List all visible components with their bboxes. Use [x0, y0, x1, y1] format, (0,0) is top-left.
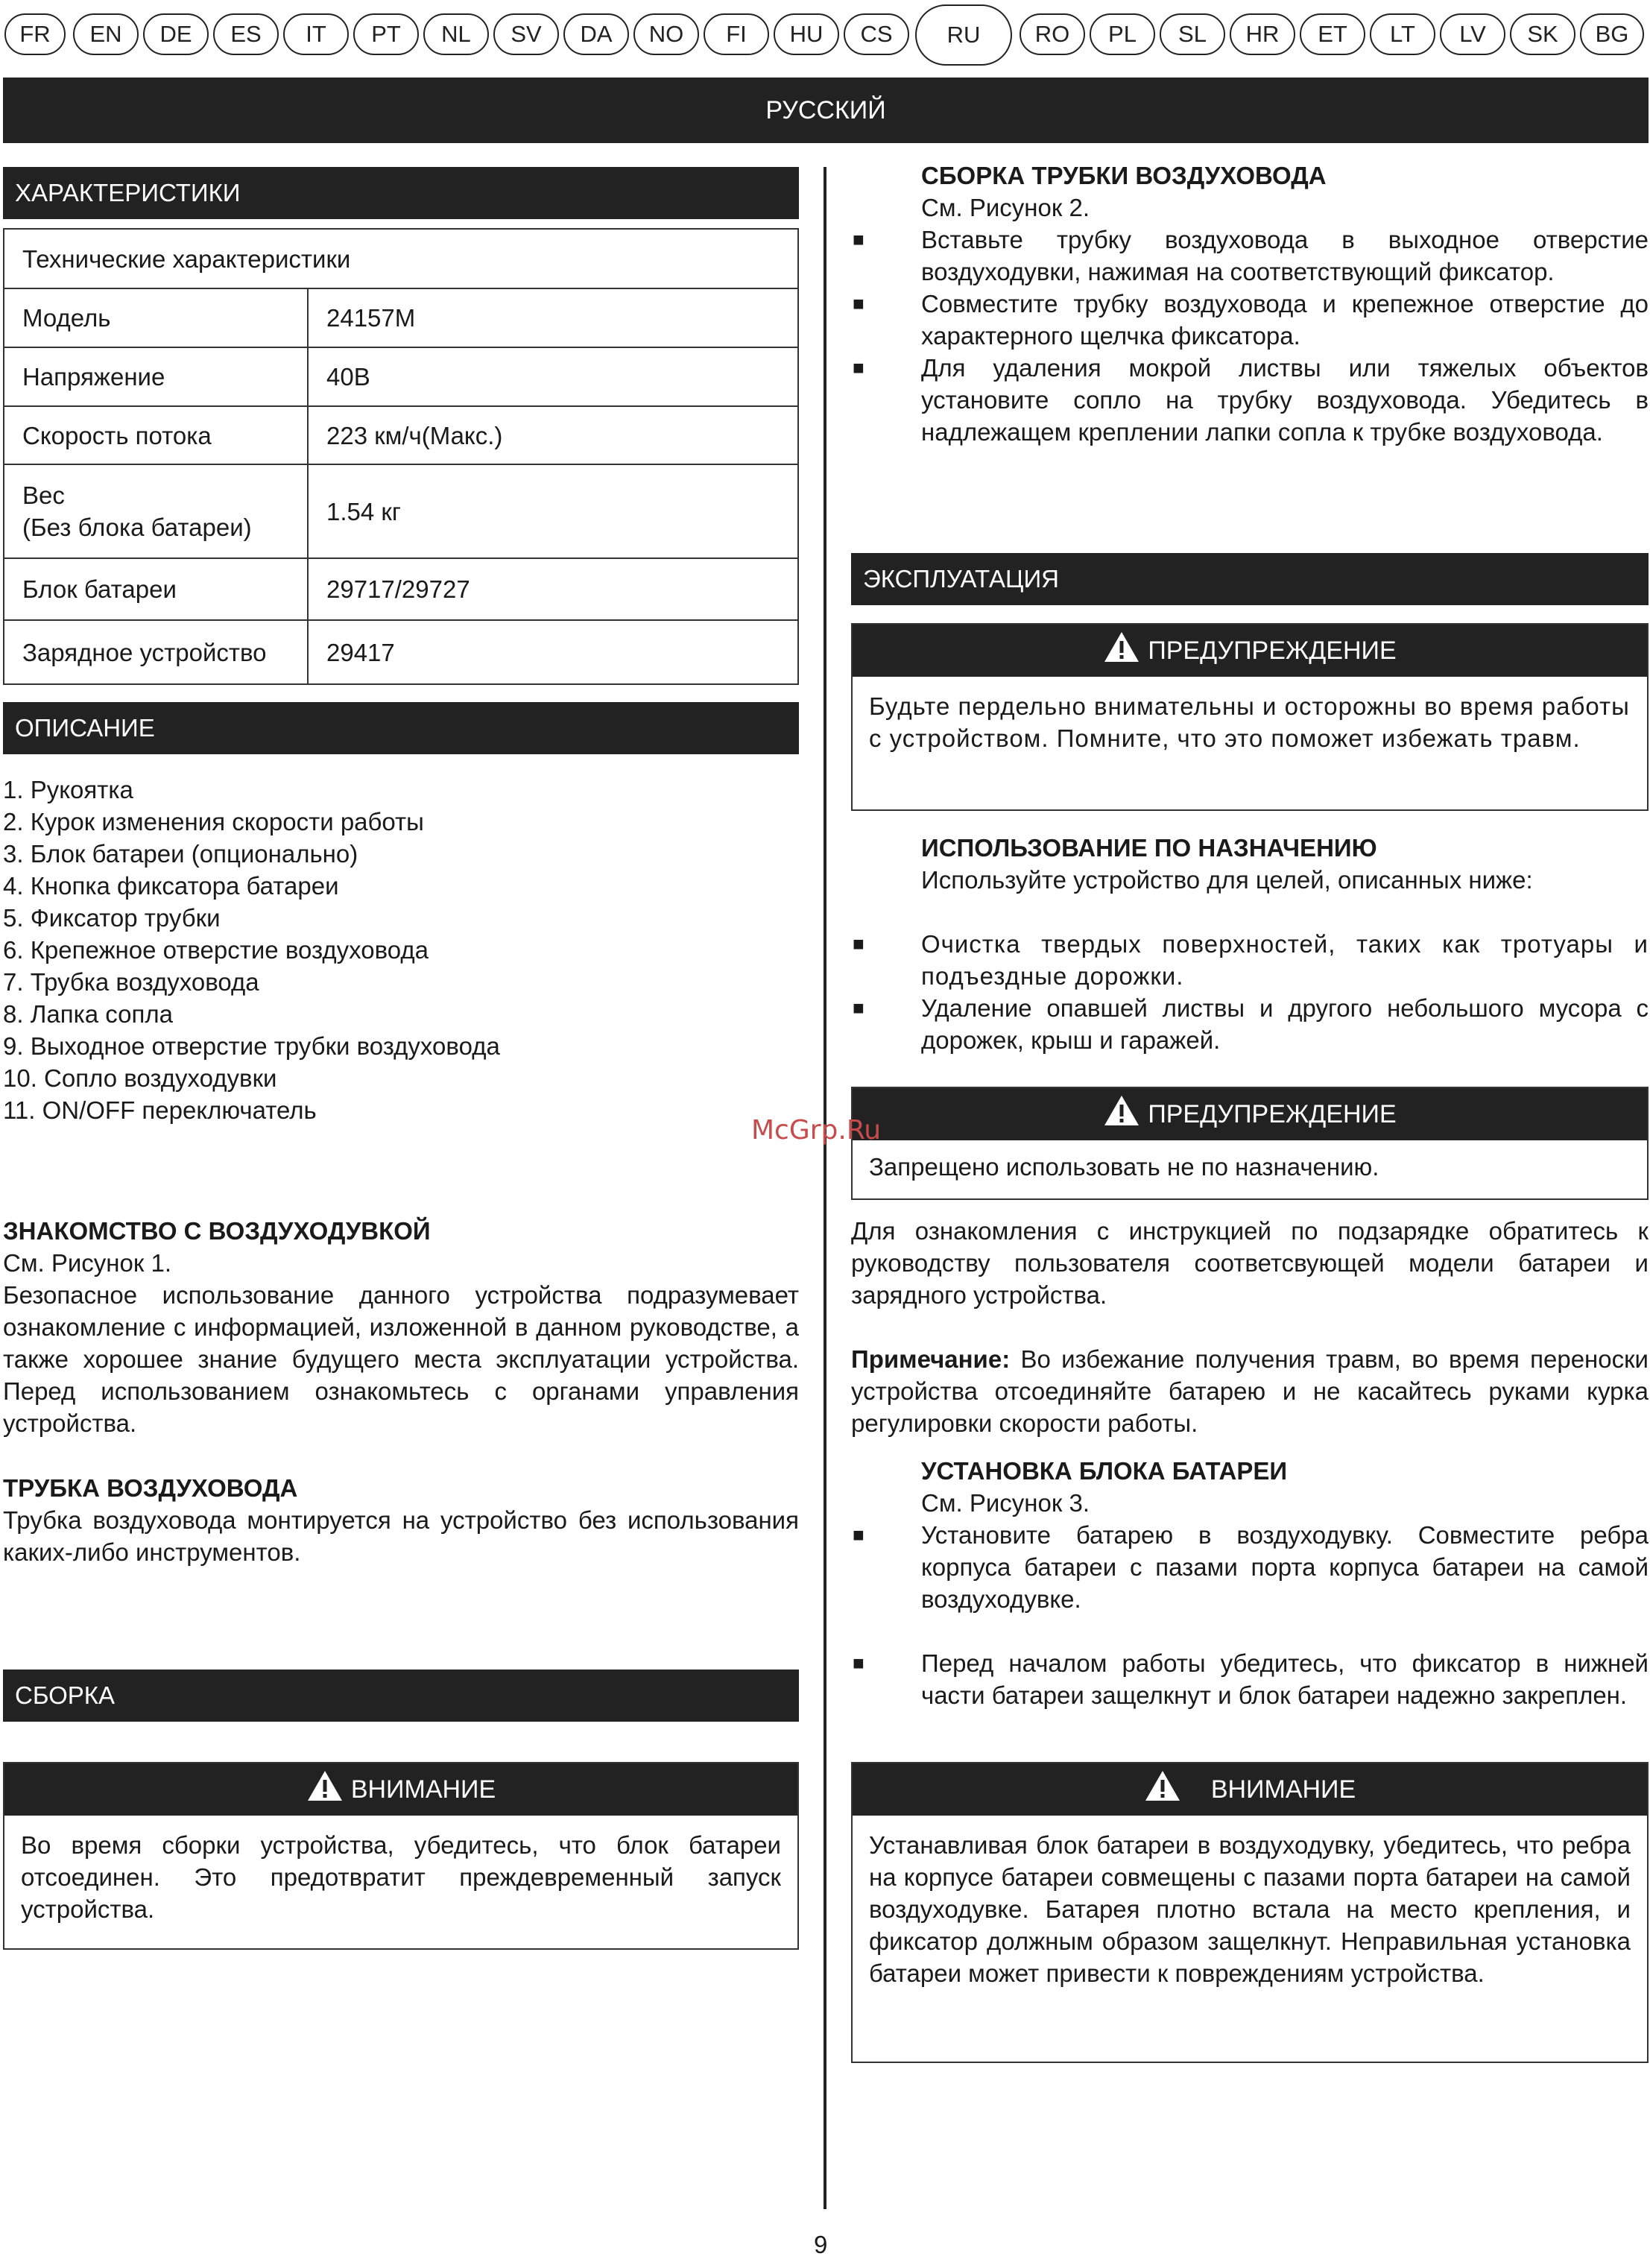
list-item: 8. Лапка сопла: [3, 1000, 173, 1028]
caution-title: ВНИМАНИЕ: [1210, 1775, 1356, 1804]
operation-section-title: ЭКСПЛУАТАЦИЯ: [851, 553, 1649, 605]
bullet-icon: ■: [853, 1652, 864, 1674]
warning-triangle-icon: [306, 1769, 344, 1802]
battery-install-title: УСТАНОВКА БЛОКА БАТАРЕИ: [921, 1457, 1288, 1485]
lang-tab-lv[interactable]: LV: [1440, 13, 1505, 55]
caution-header: [4, 1763, 797, 1816]
lang-tab-bg[interactable]: BG: [1580, 13, 1644, 55]
spec-value: 40В: [308, 347, 798, 406]
intended-use-bullet: Удаление опавшей листвы и другого небольшого мусора с дорожек, крыш и гаражей.: [921, 994, 1649, 1054]
bullet-icon: ■: [853, 228, 864, 250]
tube-text: Трубка воздуховода монтируется на устройство без использования каких-либо инструментов.: [3, 1506, 799, 1566]
spec-label: Блок батареи: [4, 558, 308, 620]
list-item: 1. Рукоятка: [3, 776, 133, 803]
caution-text: Во время сборки устройства, убедитесь, что блок батареи отсоединен. Это предотвратит преждевременный запуск устройства.: [21, 1831, 781, 1923]
tube-assembly-bullet: Совместите трубку воздуховода и крепежное отверстие до характерного щелчка фиксатора.: [921, 290, 1649, 350]
spec-label: Скорость потока: [4, 406, 308, 464]
lang-tab-nl[interactable]: NL: [423, 13, 489, 55]
list-item: 6. Крепежное отверстие воздуховода: [3, 936, 429, 964]
spec-value: 29417: [308, 620, 798, 684]
table-row: [4, 347, 798, 406]
tube-assembly-ref: См. Рисунок 2.: [921, 194, 1090, 221]
lang-tab-de[interactable]: DE: [143, 13, 209, 55]
lang-tab-lt[interactable]: LT: [1370, 13, 1435, 55]
assembly-section-title: СБОРКА: [3, 1670, 799, 1722]
assembly-caution-box: [3, 1762, 799, 1950]
lang-tab-da[interactable]: DA: [563, 13, 629, 55]
lang-tab-hu[interactable]: HU: [774, 13, 839, 55]
caution-title: ВНИМАНИЕ: [350, 1775, 496, 1804]
intro-title: ЗНАКОМСТВО С ВОЗДУХОДУВКОЙ: [3, 1217, 431, 1245]
spec-value: 223 км/ч(Макс.): [308, 406, 798, 464]
table-row: [4, 620, 798, 684]
bullet-icon: ■: [853, 996, 864, 1019]
tube-assembly-title: СБОРКА ТРУБКИ ВОЗДУХОВОДА: [921, 162, 1327, 189]
lang-tab-it[interactable]: IT: [283, 13, 349, 55]
list-item: 7. Трубка воздуховода: [3, 968, 259, 996]
warning-text: Запрещено использовать не по назначению.: [869, 1153, 1379, 1181]
lang-tab-sl[interactable]: SL: [1160, 13, 1225, 55]
column-divider: [824, 167, 826, 2209]
spec-value: 29717/29727: [308, 558, 798, 620]
tube-title: ТРУБКА ВОЗДУХОВОДА: [3, 1474, 298, 1502]
note-text: Во избежание получения травм, во время переноски устройства отсоединяйте батарею и не касайтесь руками курка регулировки скорости работы.: [851, 1345, 1649, 1437]
lang-tab-et[interactable]: ET: [1300, 13, 1365, 55]
specs-table-header: Технические характеристики: [4, 229, 798, 288]
description-section-title: ОПИСАНИЕ: [3, 702, 799, 754]
tube-assembly-bullet: Для удаления мокрой листвы или тяжелых объектов установите сопло на трубку воздуховода. Убедитесь в надлежащем креплении лапки сопла к трубке воздуховода.: [921, 354, 1649, 446]
lang-tab-no[interactable]: NO: [633, 13, 699, 55]
spec-label-line2: (Без блока батареи): [22, 514, 252, 541]
intro-text: Безопасное использование данного устройства подразумевает ознакомление с информацией, изложенной в данном руководстве, а также хорошее знание будущего места эксплуатации устройства. Перед использованием ознакомьтесь с органами управления устройства.: [3, 1281, 799, 1437]
intro-ref: См. Рисунок 1.: [3, 1249, 172, 1277]
bullet-icon: ■: [853, 1523, 864, 1546]
list-item: 2. Курок изменения скорости работы: [3, 808, 424, 836]
table-row: [4, 288, 798, 347]
spec-label: Напряжение: [4, 347, 308, 406]
list-item: 11. ON/OFF переключатель: [3, 1096, 317, 1124]
lang-tab-hr[interactable]: HR: [1230, 13, 1295, 55]
bullet-icon: ■: [853, 356, 864, 379]
description-list: [3, 774, 799, 1126]
warning-text: Будьте пердельно внимательны и осторожны во время работы с устройством. Помните, что это поможет избежать травм.: [869, 692, 1630, 752]
lang-tab-fi[interactable]: FI: [704, 13, 769, 55]
spec-value: 24157M: [308, 288, 798, 347]
warning-title: ПРЕДУПРЕЖДЕНИЕ: [1148, 1100, 1397, 1128]
lang-tab-sk[interactable]: SK: [1510, 13, 1575, 55]
note-label: Примечание:: [851, 1345, 1011, 1373]
lang-tab-ro[interactable]: RO: [1020, 13, 1085, 55]
battery-install-bullet: Перед началом работы убедитесь, что фиксатор в нижней части батареи защелкнут и блок батареи надежно закреплен.: [921, 1649, 1649, 1709]
charging-text: Для ознакомления с инструкцией по подзарядке обратитесь к руководству пользователя соответсвующей модели батареи и зарядного устройства.: [851, 1217, 1649, 1309]
page-number: 9: [814, 2231, 828, 2258]
list-item: 10. Сопло воздуходувки: [3, 1064, 277, 1092]
spec-value: 1.54 кг: [308, 464, 798, 558]
warning-triangle-icon: [1144, 1769, 1181, 1802]
spec-label: Зарядное устройство: [4, 620, 308, 684]
tube-assembly-bullet: Вставьте трубку воздуховода в выходное отверстие воздуходувки, нажимая на соответствующий фиксатор.: [921, 226, 1649, 285]
warning-triangle-icon: [1103, 1094, 1140, 1127]
table-row: [4, 406, 798, 464]
battery-caution-box: [851, 1762, 1649, 2063]
bullet-icon: ■: [853, 932, 864, 955]
list-item: 5. Фиксатор трубки: [3, 904, 221, 932]
spec-label-line1: Вес: [22, 481, 65, 509]
lang-tab-fr[interactable]: FR: [4, 13, 66, 55]
intended-use-text: Используйте устройство для целей, описанных ниже:: [921, 866, 1533, 894]
lang-tab-pt[interactable]: PT: [353, 13, 419, 55]
table-row: [4, 464, 798, 558]
spec-label: [4, 464, 308, 558]
lang-tab-ru[interactable]: RU: [915, 4, 1012, 66]
caution-header: [853, 1763, 1647, 1816]
watermark: McGrp.Ru: [751, 1115, 882, 1146]
spec-label: Модель: [4, 288, 308, 347]
table-row: [4, 229, 798, 288]
specs-table: [3, 228, 799, 685]
operation-warning-box: [851, 623, 1649, 811]
specs-section-title: ХАРАКТЕРИСТИКИ: [3, 167, 799, 219]
misuse-warning-box: [851, 1087, 1649, 1200]
lang-tab-en[interactable]: EN: [73, 13, 139, 55]
lang-tab-sv[interactable]: SV: [493, 13, 559, 55]
list-item: 4. Кнопка фиксатора батареи: [3, 872, 339, 900]
intended-use-bullet: Очистка твердых поверхностей, таких как тротуары и подъездные дорожки.: [921, 930, 1649, 990]
battery-install-bullet: Установите батарею в воздуходувку. Совместите ребра корпуса батареи с пазами порта корпуса батареи на самой воздуходувке.: [921, 1521, 1649, 1613]
table-row: [4, 558, 798, 620]
bullet-icon: ■: [853, 292, 864, 315]
warning-header: [853, 625, 1647, 677]
warning-triangle-icon: [1103, 631, 1140, 663]
note-paragraph: [851, 1343, 1649, 1439]
lang-tab-cs[interactable]: CS: [844, 13, 909, 55]
lang-tab-pl[interactable]: PL: [1090, 13, 1155, 55]
list-item: 9. Выходное отверстие трубки воздуховода: [3, 1032, 500, 1060]
language-title: РУССКИЙ: [3, 78, 1649, 143]
language-tabs: [4, 4, 1646, 57]
warning-title: ПРЕДУПРЕЖДЕНИЕ: [1148, 637, 1397, 665]
lang-tab-es[interactable]: ES: [213, 13, 279, 55]
list-item: 3. Блок батареи (опционально): [3, 840, 358, 868]
warning-header: [853, 1088, 1647, 1140]
intended-use-title: ИСПОЛЬЗОВАНИЕ ПО НАЗНАЧЕНИЮ: [921, 834, 1377, 862]
battery-install-ref: См. Рисунок 3.: [921, 1489, 1090, 1517]
caution-text: Устанавливая блок батареи в воздуходувку, убедитесь, что ребра на корпусе батареи совмещены с пазами порта батареи на самой воздуходувке. Батарея плотно встала на место крепления, и фиксатор должным образом защелкнут. Неправильная установка батареи может привести к повреждениям устройства.: [869, 1831, 1631, 1987]
